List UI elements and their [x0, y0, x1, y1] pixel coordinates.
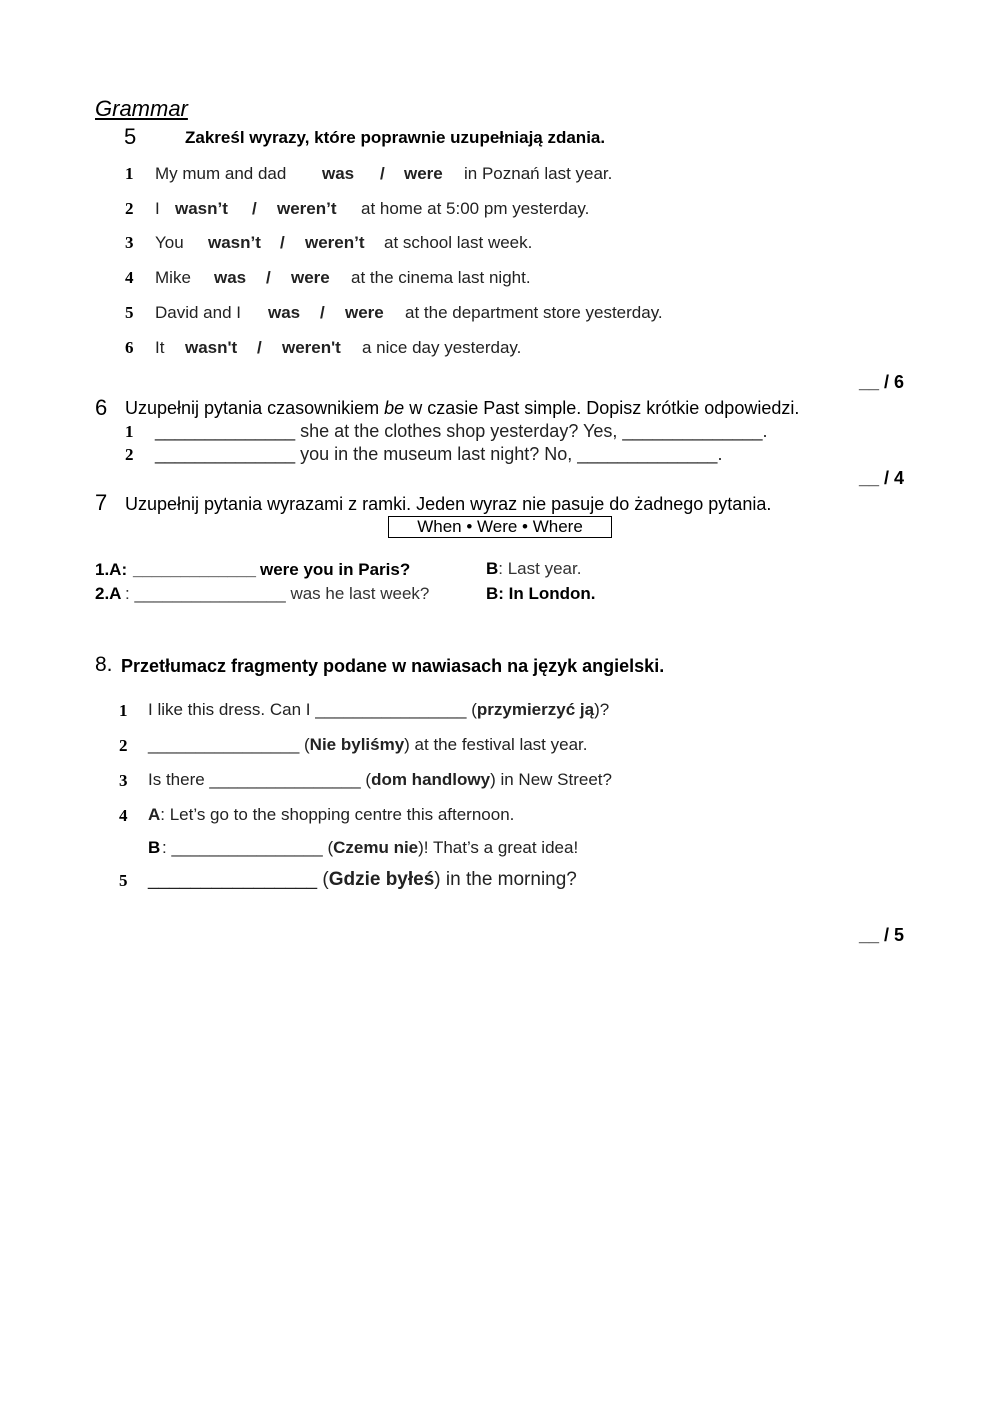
option-separator: /	[380, 164, 385, 183]
exercise-7-q1-blank[interactable]: _____________	[133, 560, 256, 579]
exercise-8-item-number: 2	[119, 736, 128, 755]
exercise-8-item-3[interactable]	[148, 770, 612, 790]
item-text: )?	[594, 700, 610, 719]
option-2[interactable]: weren't	[282, 338, 341, 357]
item-text: ) in New Street?	[490, 770, 612, 789]
exercise-5-item-rest: at the cinema last night.	[351, 268, 531, 287]
instruction-text: w czasie Past simple. Dopisz krótkie odpowiedzi.	[409, 398, 800, 418]
item-bold: Nie byliśmy	[309, 735, 405, 754]
option-1[interactable]: wasn’t	[175, 199, 228, 218]
exercise-8-number: 8.	[95, 653, 113, 676]
exercise-7-q2-label: 2.A	[95, 584, 122, 603]
exercise-8-item-2[interactable]	[148, 735, 587, 755]
exercise-5-item-rest: a nice day yesterday.	[362, 338, 522, 357]
exercise-7-number: 7	[95, 490, 108, 515]
exercise-5-item-number: 1	[125, 164, 134, 183]
option-1[interactable]: was	[322, 164, 355, 183]
exercise-5-item-number: 4	[125, 268, 134, 287]
option-1[interactable]: wasn’t	[208, 233, 261, 252]
section-title: Grammar	[95, 96, 188, 121]
exercise-8-instruction: Przetłumacz fragmenty podane w nawiasach na język angielski.	[121, 656, 665, 676]
exercise-5-score: __ / 6	[858, 372, 904, 392]
exercise-5-item-rest: at home at 5:00 pm yesterday.	[361, 199, 590, 218]
option-separator: /	[280, 233, 285, 252]
item-text: ) at the festival last year.	[404, 735, 588, 754]
exercise-8-item-number: 4	[119, 806, 128, 825]
exercise-6-instruction	[125, 398, 799, 419]
exercise-6-score: __ / 4	[858, 468, 904, 488]
exercise-5-item-subject: It	[155, 338, 165, 357]
option-1[interactable]: was	[268, 303, 301, 322]
item-bold: dom handlowy	[371, 770, 491, 789]
item-text: ________________ (	[148, 735, 310, 754]
exercise-5-item-subject: Mike	[155, 268, 191, 287]
exercise-6-item-1[interactable]: ______________ she at the clothes shop yesterday? Yes, ______________.	[155, 421, 768, 441]
answer-label: B	[486, 559, 499, 578]
item-text: I like this dress. Can I ________________ (	[148, 700, 477, 719]
item-4b-label: B	[148, 838, 161, 857]
exercise-7-q1-text: were you in Paris?	[260, 560, 411, 579]
exercise-6-item-2[interactable]: ______________ you in the museum last night? No, ______________.	[155, 444, 723, 464]
exercise-5-item-subject: You	[155, 233, 184, 252]
word-box: When • Were • Where	[388, 516, 612, 538]
option-2[interactable]: were	[291, 268, 330, 287]
item-bold: Gdzie byłeś	[328, 869, 435, 890]
exercise-5-item-number: 5	[125, 303, 134, 322]
exercise-5-item-number: 3	[125, 233, 134, 252]
exercise-6-number: 6	[95, 395, 108, 420]
item-bold: przymierzyć ją	[476, 700, 595, 719]
exercise-8-item-number: 1	[119, 701, 128, 720]
item-text: Is there ________________ (	[148, 770, 372, 789]
exercise-8-item-number: 5	[119, 871, 128, 890]
exercise-7-q1-label: 1.A:	[95, 560, 128, 579]
exercise-8-item-5[interactable]	[148, 869, 577, 891]
exercise-6-item-number: 1	[125, 422, 134, 441]
exercise-5-item-rest: at the department store yesterday.	[405, 303, 663, 322]
answer-text: : Last year.	[498, 559, 582, 578]
instruction-text: Uzupełnij pytania czasownikiem	[125, 398, 380, 418]
item-text: ) in the morning?	[434, 869, 577, 890]
exercise-8-score: __ / 5	[858, 925, 904, 945]
exercise-7-instruction: Uzupełnij pytania wyrazami z ramki. Jeden wyraz nie pasuje do żadnego pytania.	[125, 494, 772, 514]
option-1[interactable]: was	[214, 268, 247, 287]
exercise-7-q2-text[interactable]: : ________________ was he last week?	[125, 584, 430, 603]
option-separator: /	[266, 268, 271, 287]
item-text: : ________________ (	[162, 838, 334, 857]
exercise-5-item-rest: at school last week.	[384, 233, 533, 252]
exercise-5-number: 5	[124, 124, 137, 149]
option-separator: /	[252, 199, 257, 218]
exercise-5-item-number: 6	[125, 338, 134, 357]
exercise-7-a2: B: In London.	[486, 584, 596, 603]
exercise-5-item-rest: in Poznań last year.	[464, 164, 613, 183]
item-text: : Let’s go to the shopping centre this afternoon.	[160, 805, 515, 824]
item-label: A	[148, 805, 161, 824]
exercise-5-instruction: Zakreśl wyrazy, które poprawnie uzupełniają zdania.	[185, 128, 606, 147]
exercise-5-item-subject: My mum and dad	[155, 164, 287, 183]
exercise-8-item-4b[interactable]	[162, 838, 578, 858]
exercise-7-a1	[486, 559, 581, 579]
exercise-6-item-number: 2	[125, 445, 134, 464]
instruction-verb: be	[384, 398, 405, 418]
item-text: ________________ (	[148, 869, 329, 890]
option-2[interactable]: weren’t	[277, 199, 337, 218]
exercise-8-item-number: 3	[119, 771, 128, 790]
option-separator: /	[320, 303, 325, 322]
option-2[interactable]: were	[345, 303, 384, 322]
option-2[interactable]: weren’t	[305, 233, 365, 252]
option-1[interactable]: wasn't	[185, 338, 238, 357]
option-2[interactable]: were	[404, 164, 443, 183]
exercise-8-item-4[interactable]	[148, 805, 514, 825]
item-text: )! That’s a great idea!	[418, 838, 579, 857]
exercise-5-item-subject: David and I	[155, 303, 241, 322]
exercise-8-item-1[interactable]	[148, 700, 609, 720]
option-separator: /	[257, 338, 262, 357]
exercise-5-item-subject: I	[155, 199, 160, 218]
exercise-5-item-number: 2	[125, 199, 134, 218]
item-bold: Czemu nie	[333, 838, 419, 857]
